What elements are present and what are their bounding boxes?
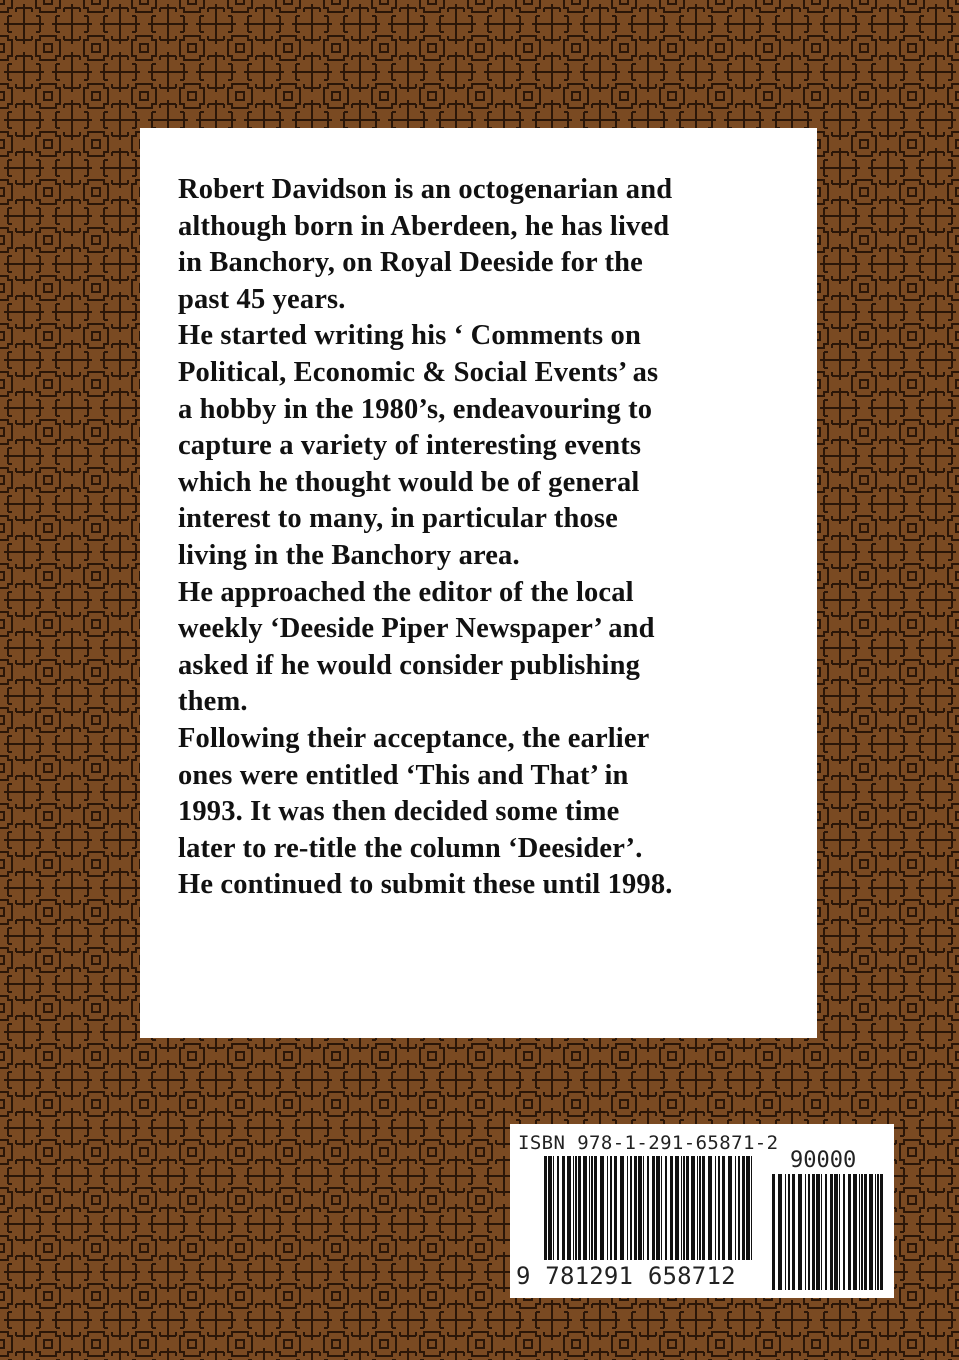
- price-code: 90000: [790, 1148, 857, 1173]
- isbn-barcode: [510, 1124, 894, 1298]
- blurb-paragraph: Robert Davidson is an octogenarian and although born in Aberdeen, he has lived in Banchory, on Royal Deeside for the past 45 years.: [178, 174, 673, 315]
- ean-digits: 9 781291 658712: [516, 1262, 736, 1290]
- blurb-paragraph: Following their acceptance, the earlier ones were entitled ‘This and That’ in 1993. It was then decided some time later to re-title the column ‘Deesider’. He continued to submit these until 1998.: [178, 722, 673, 901]
- isbn-label: ISBN 978-1-291-65871-2: [518, 1132, 779, 1154]
- blurb-paragraph: He started writing his ‘ Comments on Political, Economic & Social Events’ as a hobby in the 1980’s, endeavouring to capture a variety of interesting events which he thought would be of general interest to many, in particular those living in the Banchory area.: [178, 320, 659, 571]
- blurb-panel: [140, 128, 817, 1038]
- blurb-paragraph: He approached the editor of the local weekly ‘Deeside Piper Newspaper’ and asked if he would consider publishing them.: [178, 576, 655, 718]
